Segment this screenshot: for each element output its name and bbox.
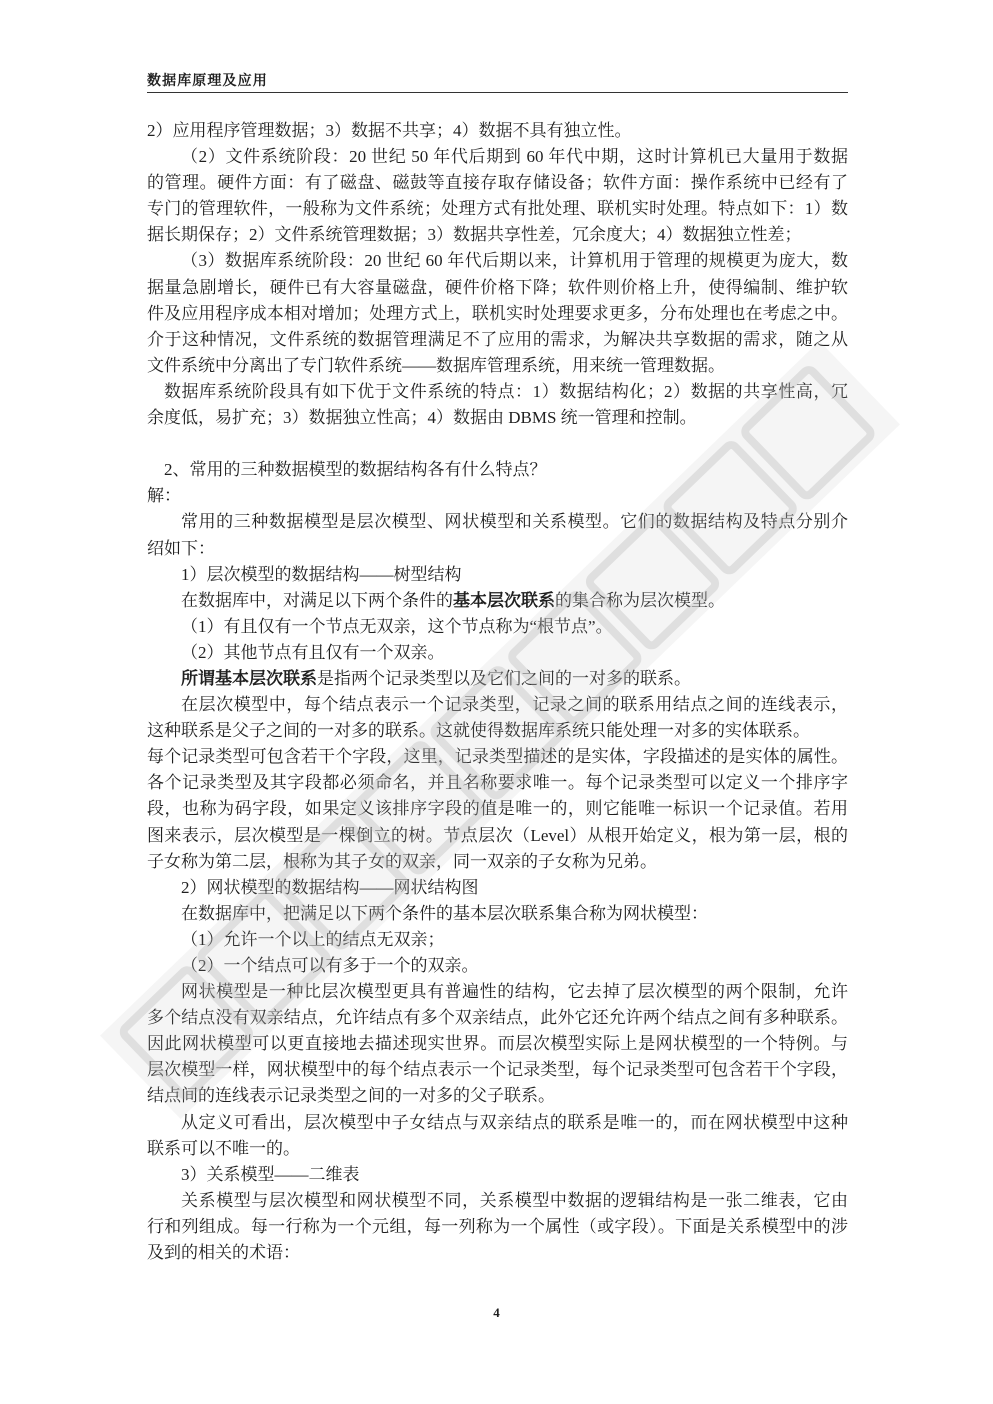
text-line: 据长期保存；2）文件系统管理数据；3）数据共享性差，冗余度大；4）数据独立性差； <box>147 225 802 245</box>
text-line: 介于这种情况，文件系统的数据管理满足不了应用的需求，为解决共享数据的需求，随之从 <box>147 329 848 349</box>
network-condition-2 <box>147 953 848 979</box>
question-text: 2、常用的三种数据模型的数据结构各有什么特点？ <box>164 460 547 480</box>
section-heading: 3）关系模型——二维表 <box>181 1164 360 1184</box>
text-line: 专门的管理软件，一般称为文件系统；处理方式有批处理、联机实时处理。特点如下：1）数 <box>147 199 848 219</box>
list-item: （2）其他节点有且仅有一个双亲。 <box>181 642 445 662</box>
paragraph-file-system-tail <box>147 118 848 144</box>
text-line: 各个记录类型及其字段都必须命名，并且名称要求唯一。每个记录类型可以定义一个排序字 <box>147 773 848 793</box>
hierarchical-record-types <box>147 744 848 874</box>
hierarchical-condition-2 <box>147 640 848 666</box>
network-comparison <box>147 1110 848 1162</box>
text-line: 网状模型是一种比层次模型更具有普遍性的结构，它去掉了层次模型的两个限制，允许 <box>181 982 848 1002</box>
list-item: （1）有且仅有一个节点无双亲，这个节点称为“根节点”。 <box>181 616 613 636</box>
text-run: 在数据库中，对满足以下两个条件的 <box>181 590 453 610</box>
paragraph-db-advantages <box>147 379 848 431</box>
text-line: 行和列组成。每一行称为一个元组，每一列称为一个属性（或字段）。下面是关系模型中的涉 <box>147 1216 848 1236</box>
paragraph-intro <box>147 509 848 561</box>
text-line: 数据库系统阶段具有如下优于文件系统的特点：1）数据结构化；2）数据的共享性高，冗 <box>164 381 848 401</box>
text-line: 关系模型与层次模型和网状模型不同，关系模型中数据的逻辑结构是一张二维表，它由 <box>181 1190 848 1210</box>
text-line: 据量急剧增长，硬件已有大容量磁盘，硬件价格下降；软件则价格上升，使得编制、维护软 <box>147 277 848 297</box>
text-line: （3）数据库系统阶段：20 世纪 60 年代后期以来，计算机用于管理的规模更为庞大，数 <box>181 251 848 271</box>
paragraph-file-system-stage <box>147 144 848 248</box>
text-line: 联系可以不唯一的。 <box>147 1138 300 1158</box>
relational-heading <box>147 1162 848 1188</box>
paragraph-database-stage <box>147 248 848 378</box>
text-line: 在数据库中，把满足以下两个条件的基本层次联系集合称为网状模型： <box>181 903 708 923</box>
text-line: 2）应用程序管理数据；3）数据不共享；4）数据不具有独立性。 <box>147 121 632 140</box>
text-line: 常用的三种数据模型是层次模型、网状模型和关系模型。它们的数据结构及特点分别介 <box>181 512 848 532</box>
hierarchical-definition <box>147 588 848 614</box>
network-description <box>147 979 848 1109</box>
bold-term: 所谓基本层次联系 <box>181 668 317 688</box>
hierarchical-heading <box>147 562 848 588</box>
network-condition-1 <box>147 927 848 953</box>
text-line: （2）文件系统阶段：20 世纪 50 年代后期到 60 年代中期，这时计算机已大量用于数据 <box>181 147 848 167</box>
running-header <box>147 70 848 94</box>
question-heading <box>147 457 848 483</box>
bold-term: 基本层次联系 <box>453 590 555 610</box>
text-line: 这种联系是父子之间的一对多的联系。这就使得数据库系统只能处理一对多的实体联系。 <box>147 721 810 741</box>
relational-description <box>147 1188 848 1266</box>
text-line: 文件系统中分离出了专门软件系统——数据库管理系统，用来统一管理数据。 <box>147 355 725 375</box>
text-line: 子女称为第二层，根称为其子女的双亲，同一双亲的子女称为兄弟。 <box>147 851 657 871</box>
list-item: （2）一个结点可以有多于一个的双亲。 <box>181 956 479 975</box>
section-heading: 1）层次模型的数据结构——树型结构 <box>181 564 462 584</box>
text-line: 每个记录类型可包含若干个字段，这里，记录类型描述的是实体，字段描述的是实体的属性。 <box>147 747 848 767</box>
page-number: 4 <box>493 1305 500 1320</box>
text-line: 在层次模型中，每个结点表示一个记录类型，记录之间的联系用结点之间的连线表示， <box>181 695 848 715</box>
network-definition <box>147 901 848 927</box>
text-line: 绍如下： <box>147 538 215 558</box>
text-line: 多个结点没有双亲结点，允许结点有多个双亲结点，此外它还允许两个结点之间有多种联系。 <box>147 1008 848 1028</box>
text-line: 件及应用程序成本相对增加；处理方式上，联机实时处理要求更多，分布处理也在考虑之中。 <box>147 303 848 323</box>
text-line: 解： <box>147 486 181 506</box>
text-run: 是指两个记录类型以及它们之间的一对多的联系。 <box>317 668 691 688</box>
page-body <box>147 118 848 1266</box>
text-line: 结点间的连线表示记录类型之间的一对多的父子联系。 <box>147 1086 555 1106</box>
running-title: 数据库原理及应用 <box>147 73 268 89</box>
header-rule <box>147 92 848 93</box>
text-line: 及到的相关的术语： <box>147 1243 300 1263</box>
text-line <box>147 588 848 614</box>
text-line: 从定义可看出，层次模型中子女结点与双亲结点的联系是唯一的，而在网状模型中这种 <box>181 1112 848 1132</box>
hierarchical-condition-1 <box>147 614 848 640</box>
section-heading: 2）网状模型的数据结构——网状结构图 <box>181 877 479 897</box>
basic-link-definition <box>147 666 848 692</box>
text-run: 的集合称为层次模型。 <box>555 590 725 610</box>
text-line <box>147 666 848 692</box>
text-line: 的管理。硬件方面：有了磁盘、磁鼓等直接存取存储设备；软件方面：操作系统中已经有了 <box>147 173 848 193</box>
text-line: 图来表示，层次模型是一棵倒立的树。节点层次（Level）从根开始定义，根为第一层，根的 <box>147 825 848 845</box>
text-line: 余度低，易扩充；3）数据独立性高；4）数据由 DBMS 统一管理和控制。 <box>147 408 697 428</box>
text-line: 因此网状模型可以更直接地去描述现实世界。而层次模型实际上是网状模型的一个特例。与 <box>147 1034 848 1054</box>
answer-label <box>147 483 848 509</box>
blank-line <box>147 431 848 457</box>
hierarchical-structure <box>147 692 848 744</box>
text-line: 层次模型一样，网状模型中的每个结点表示一个记录类型，每个记录类型可包含若干个字段， <box>147 1060 848 1080</box>
text-line: 段，也称为码字段，如果定义该排序字段的值是唯一的，则它能唯一标识一个记录值。若用 <box>147 799 848 819</box>
list-item: （1）允许一个以上的结点无双亲； <box>181 929 445 949</box>
network-heading <box>147 875 848 901</box>
